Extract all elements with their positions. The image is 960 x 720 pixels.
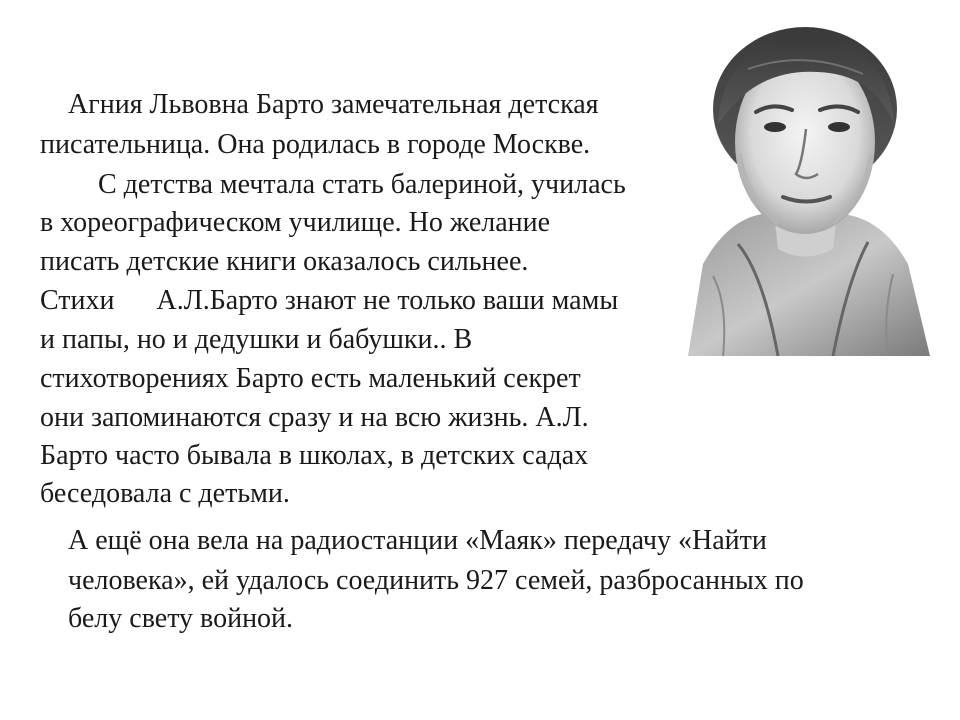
- paragraph1-line: беседовала с детьми.: [40, 478, 290, 509]
- paragraph1-line: и папы, но и дедушки и бабушки.. В: [40, 324, 473, 355]
- paragraph1-line: они запоминаются сразу и на всю жизнь. А.Л.: [40, 402, 589, 433]
- paragraph1-line: Стихи А.Л.Барто знают не только ваши мамы: [40, 285, 619, 316]
- paragraph1-line: С детства мечтала стать балериной, училась: [98, 169, 626, 200]
- paragraph2-line: человека», ей удалось соединить 927 семей, разбросанных по: [68, 565, 804, 596]
- paragraph2-line: А ещё она вела на радиостанции «Маяк» передачу «Найти: [68, 525, 767, 556]
- paragraph1-line: писательница. Она родилась в городе Москве.: [40, 129, 591, 160]
- paragraph1-line: писать детские книги оказалось сильнее.: [40, 246, 529, 277]
- portrait-photo: [668, 14, 930, 356]
- paragraph2-line: белу свету войной.: [68, 603, 294, 634]
- paragraph1-line: в хореографическом училище. Но желание: [40, 207, 551, 238]
- paragraph1-line: Барто часто бывала в школах, в детских садах: [40, 440, 589, 471]
- paragraph1-line: стихотворениях Барто есть маленький секрет: [40, 363, 581, 394]
- paragraph1-line: Агния Львовна Барто замечательная детская: [68, 89, 599, 120]
